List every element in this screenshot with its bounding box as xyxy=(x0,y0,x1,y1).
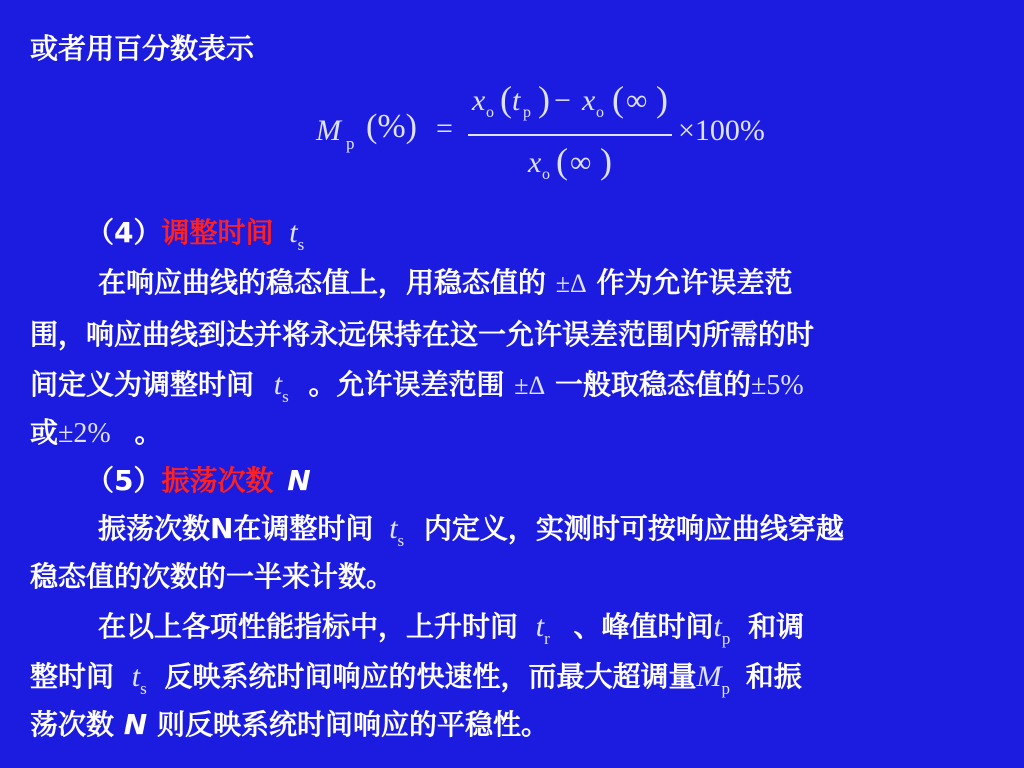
num-paren-close-1: ) xyxy=(538,79,550,119)
den-x: x xyxy=(528,146,542,179)
formula-lhs-var: M xyxy=(316,114,341,147)
section4-line3-pct: ±5% xyxy=(751,370,804,401)
num-t-sub: p xyxy=(523,104,531,121)
formula-equals: = xyxy=(436,112,453,145)
section4-line4-text-a: 或 xyxy=(30,416,59,449)
section4-sym: t xyxy=(289,216,298,249)
section5-heading xyxy=(86,464,311,498)
num-x1-sub: o xyxy=(486,104,494,121)
num-x2: x xyxy=(582,84,596,117)
section4-line3-pm: ±Δ xyxy=(514,371,546,400)
summary-mp: M xyxy=(696,660,722,693)
num-t: t xyxy=(512,84,521,117)
section4-line3-sym-sub: s xyxy=(282,387,289,406)
section4-line2: 围，响应曲线到达并将永远保持在这一允许误差范围内所需的时 xyxy=(30,318,815,351)
section4-line1-text-a: 在响应曲线的稳态值上，用稳态值的 xyxy=(98,266,547,299)
num-paren-open-2: ( xyxy=(612,79,624,119)
num-paren-open-1: ( xyxy=(500,79,512,119)
num-minus: − xyxy=(554,84,571,117)
summary-ts-sub: s xyxy=(140,679,147,698)
summary-line1-text-c: 和调 xyxy=(748,610,805,643)
summary-line3 xyxy=(30,708,549,742)
section4-line1-pm: ±Δ xyxy=(555,269,587,298)
section4-line4-pct: ±2% xyxy=(58,418,111,449)
summary-tp: t xyxy=(713,610,722,643)
section4-num: （4） xyxy=(86,216,162,249)
section5-line1-sym: t xyxy=(389,512,398,545)
summary-line3-text-b: 则反映系统时间响应的平稳性。 xyxy=(156,708,549,741)
section5-line1-sym-sub: s xyxy=(397,531,405,550)
section4-line1 xyxy=(98,266,793,301)
section4-line1-text-b: 作为允许误差范 xyxy=(596,266,793,299)
section4-line3-sym: t xyxy=(273,368,283,401)
summary-line2 xyxy=(30,660,802,698)
summary-mp-sub: p xyxy=(721,679,730,698)
section4-sym-sub: s xyxy=(297,235,305,254)
num-x1: x xyxy=(472,84,486,117)
summary-line1 xyxy=(98,610,804,648)
section5-line1-text-b: 内定义，实测时可按响应曲线穿越 xyxy=(423,512,844,545)
formula-times: ×100% xyxy=(678,114,765,147)
summary-tr: t xyxy=(535,610,545,643)
formula-lhs-arg: (%) xyxy=(366,108,417,145)
summary-ts: t xyxy=(131,660,141,693)
summary-line3-sym: N xyxy=(123,708,148,741)
num-paren-close-2: ) xyxy=(656,79,668,119)
section5-line2: 稳态值的次数的一半来计数。 xyxy=(30,560,395,593)
section4-line3-text-a: 间定义为调整时间 xyxy=(30,368,255,401)
den-x-sub: o xyxy=(542,166,550,183)
section4-line4-text-b: 。 xyxy=(134,416,163,449)
intro-text: 或者用百分数表示 xyxy=(30,32,255,65)
section4-line3-text-b: 。允许误差范围 xyxy=(308,368,505,401)
summary-line3-text-a: 荡次数 xyxy=(30,708,115,741)
summary-tp-sub: p xyxy=(721,629,731,648)
section4-title: 调整时间 xyxy=(161,216,274,249)
section5-line1 xyxy=(98,512,844,550)
summary-line2-text-c: 和振 xyxy=(745,660,802,693)
den-inf: ∞ xyxy=(570,146,592,179)
section5-title: 振荡次数 xyxy=(161,464,274,497)
summary-line2-text-a: 整时间 xyxy=(30,660,115,693)
section5-num: （5） xyxy=(86,464,162,497)
den-paren-close: ) xyxy=(600,141,612,181)
formula-lhs-sub: p xyxy=(346,134,355,153)
summary-line1-text-b: 、峰值时间 xyxy=(573,610,714,643)
section4-line4 xyxy=(30,416,162,451)
summary-tr-sub: r xyxy=(544,629,550,648)
num-inf: ∞ xyxy=(626,84,648,117)
num-x2-sub: o xyxy=(596,104,604,121)
fraction-bar xyxy=(468,134,672,136)
section4-heading xyxy=(86,216,304,254)
section4-line3-text-c: 一般取稳态值的 xyxy=(555,368,752,401)
summary-line1-text-a: 在以上各项性能指标中，上升时间 xyxy=(98,610,519,643)
section5-sym: N xyxy=(287,464,311,497)
section4-line3 xyxy=(30,368,804,406)
section5-line1-text-a: 振荡次数N在调整时间 xyxy=(98,512,374,545)
summary-line2-text-b: 反映系统时间响应的快速性，而最大超调量 xyxy=(164,660,697,693)
den-paren-open: ( xyxy=(556,141,568,181)
